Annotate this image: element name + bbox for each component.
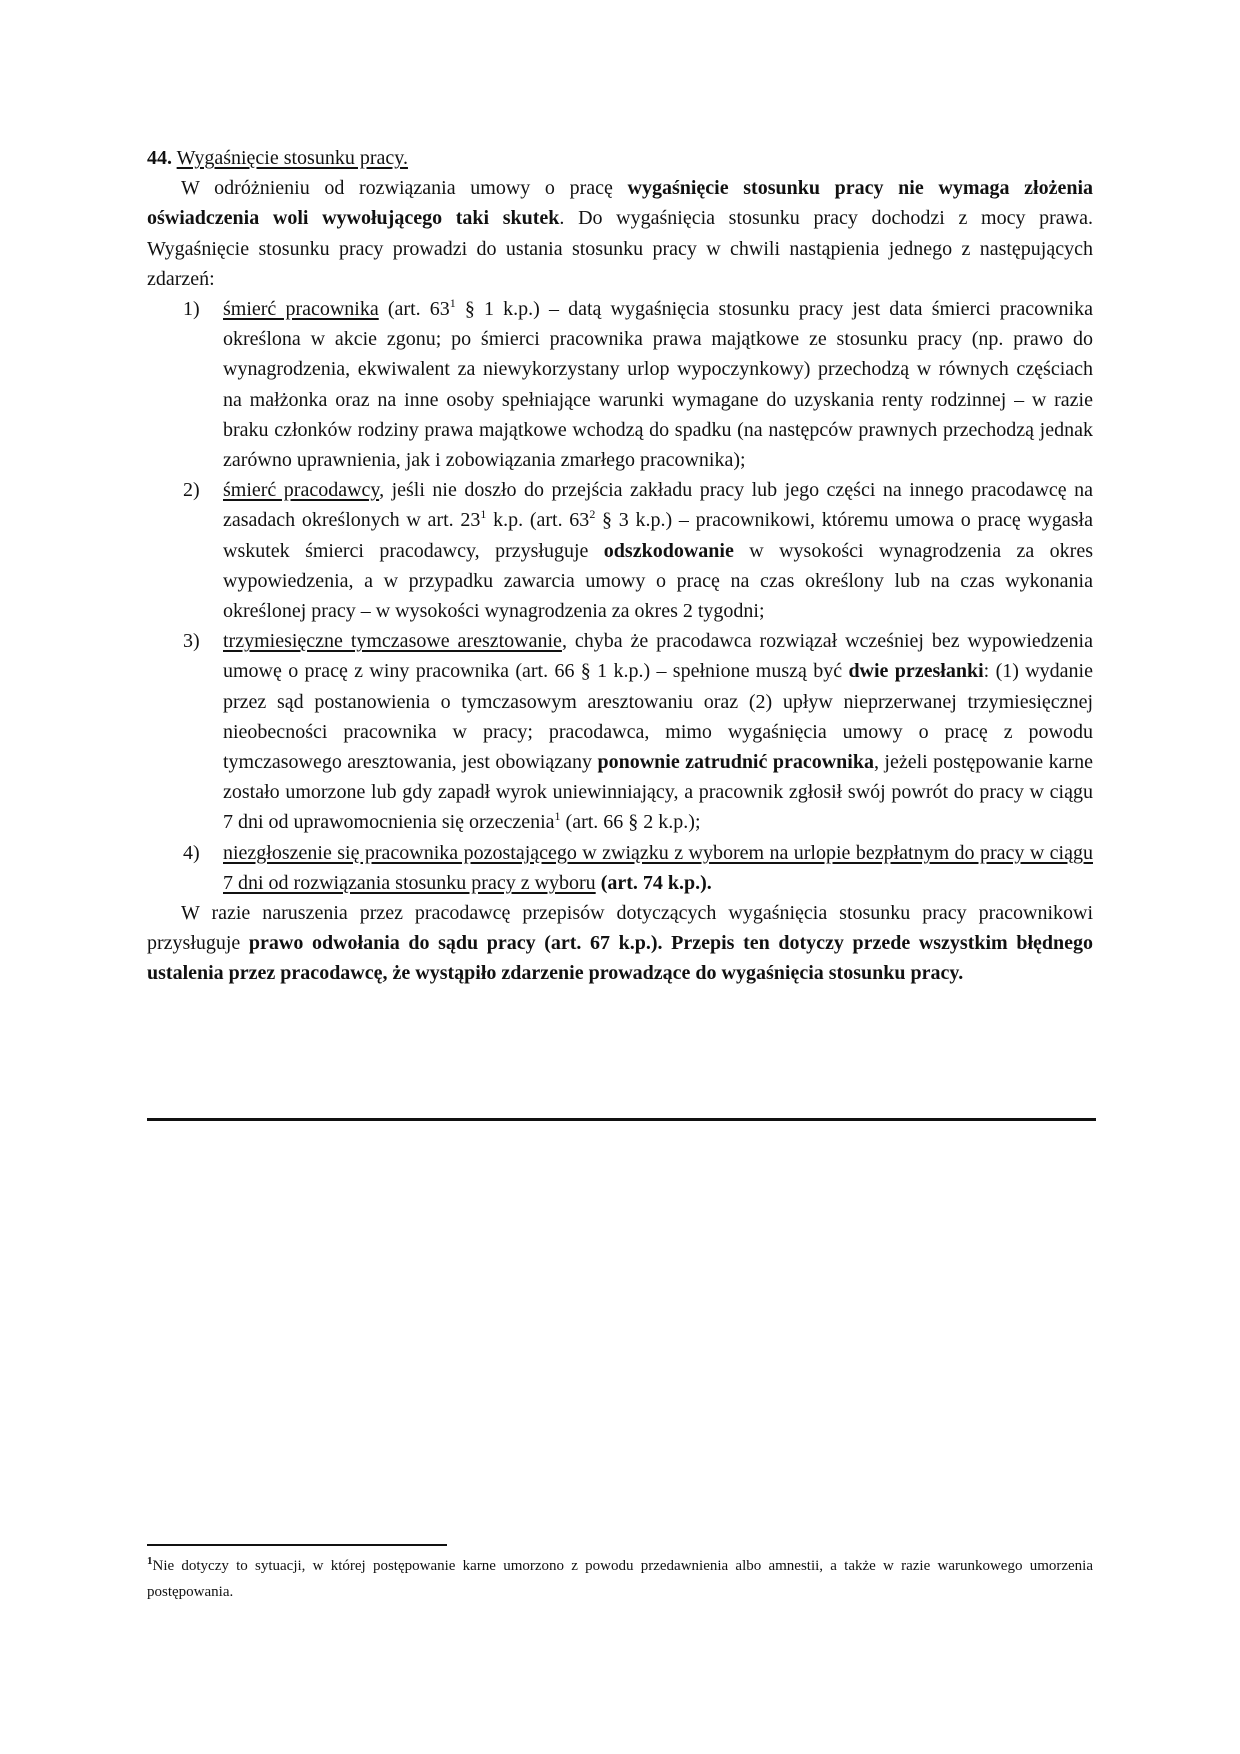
section-divider	[147, 1118, 1096, 1121]
item-text: , jeżeli postępowanie karne zostało umorzone lub gdy zapadł wyrok uniewinniający, a pracownik zgłosił swój powrót do pracy w ciągu 7 dni od uprawomocnienia się orzeczenia	[223, 751, 1093, 834]
intro-paragraph	[147, 173, 1093, 294]
item-text: § 1 k.p.) – datą wygaśnięcia stosunku pracy jest data śmierci pracownika określona w akcie zgonu; po śmierci pracownika prawa majątkowe ze stosunku pracy (np. prawo do wynagrodzenia, ekwiwalent za niewykorzystany urlop wypoczynkowy) przechodzą w równych częściach na małżonka oraz na inne osoby spełniające warunki wymagane do uzyskania renty rodzinnej – w razie braku członków rodziny prawa majątkowe wchodzą do spadku (na następców prawnych przechodzą jednak zarówno uprawnienia, jak i zobowiązania zmarłego pracownika);	[223, 298, 1093, 472]
events-list	[147, 294, 1093, 898]
item-text: , chyba że pracodawca rozwiązał wcześniej bez wypowiedzenia umowę o pracę z winy pracownika (art. 66 § 1 k.p.) – spełnione muszą być	[223, 630, 1093, 683]
closing-bold: prawo odwołania do sądu pracy	[248, 932, 536, 955]
superscript: 2	[589, 507, 596, 522]
item-text: , jeśli nie doszło do przejścia zakładu pracy lub jego części na innego pracodawcę na zasadach określonych w art. 23	[223, 479, 1093, 532]
list-item	[147, 475, 1093, 626]
item-bold: odszkodowanie	[603, 539, 734, 562]
item-title: trzymiesięczne tymczasowe aresztowanie	[223, 630, 562, 653]
closing-text-2: (art. 67 k.p.). Przepis ten dotyczy przede wszystkim błędnego ustalenia przez pracodawcę, że wystąpiło zdarzenie prowadzące do wygaśnięcia stosunku pracy.	[147, 932, 1094, 985]
item-text: k.p. (art. 63	[486, 509, 590, 532]
footnote-marker: 1	[147, 1555, 153, 1567]
item-text: (art. 74 k.p.).	[595, 871, 712, 894]
intro-text-2: . Do wygaśnięcia stosunku pracy dochodzi z mocy prawa. Wygaśnięcie stosunku pracy prowadzi do ustania stosunku pracy w chwili nastąpienia jednego z następujących zdarzeń:	[147, 207, 1093, 290]
footnote-reference: 1	[554, 809, 561, 824]
section-heading	[147, 143, 1093, 173]
list-item	[147, 626, 1093, 837]
list-item	[147, 294, 1093, 475]
footnote-separator	[147, 1544, 447, 1546]
intro-bold: wygaśnięcie stosunku pracy nie wymaga złożenia oświadczenia woli wywołującego taki skutek	[147, 177, 1094, 230]
item-title: śmierć pracodawcy	[223, 479, 380, 502]
list-marker: 3)	[183, 630, 200, 653]
list-marker: 4)	[183, 841, 200, 864]
superscript: 1	[449, 296, 456, 311]
document-body	[147, 143, 1093, 989]
section-title: Wygaśnięcie stosunku pracy.	[176, 147, 408, 169]
item-text: : (1) wydanie przez sąd postanowienia o tymczasowym aresztowaniu oraz (2) upływ nieprzerwanej trzymiesięcznej nieobecności pracownika w pracy; pracodawca, mimo wygaśnięcia umowy o pracę z powodu tymczasowego aresztowania, jest obowiązany	[223, 660, 1093, 774]
item-title: niezgłoszenie się pracownika pozostającego w związku z wyborem na urlopie bezpłatnym do pracy w ciągu 7 dni od rozwiązania stosunku pracy z wyboru	[223, 841, 1093, 894]
item-text: § 3 k.p.) – pracownikowi, któremu umowa o pracę wygasła wskutek śmierci pracodawcy, przysługuje	[223, 509, 1093, 562]
section-number: 44.	[147, 147, 172, 169]
item-title: śmierć pracownika	[223, 298, 379, 321]
list-marker: 1)	[183, 298, 200, 321]
item-text: (art. 66 § 2 k.p.);	[560, 811, 701, 834]
intro-text-1: W odróżnieniu od rozwiązania umowy o pracę	[181, 177, 628, 200]
item-text: w wysokości wynagrodzenia za okres wypowiedzenia, a w przypadku zawarcia umowy o pracę na czas określony lub na czas wykonania określonej pracy – w wysokości wynagrodzenia za okres 2 tygodni;	[223, 539, 1093, 623]
closing-paragraph	[147, 898, 1093, 989]
footnote	[147, 1553, 1093, 1605]
list-marker: 2)	[183, 479, 200, 502]
item-text: (art. 63	[378, 298, 450, 321]
item-bold: dwie przesłanki	[848, 660, 984, 683]
superscript: 1	[480, 507, 487, 522]
footnote-text: Nie dotyczy to sytuacji, w której postępowanie karne umorzono z powodu przedawnienia albo amnestii, a także w razie warunkowego umorzenia postępowania.	[147, 1558, 1093, 1600]
list-item	[147, 838, 1093, 898]
closing-text-1: W razie naruszenia przez pracodawcę przepisów dotyczących wygaśnięcia stosunku pracy pracownikowi przysługuje	[147, 902, 1093, 955]
item-bold: ponownie zatrudnić pracownika	[597, 751, 874, 774]
